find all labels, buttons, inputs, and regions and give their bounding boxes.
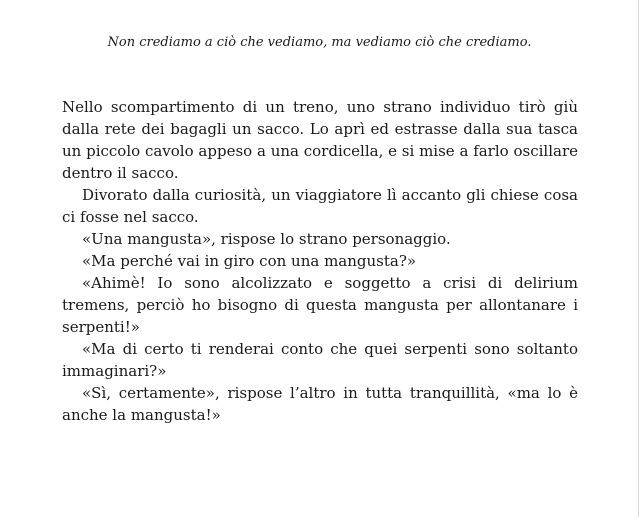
epigraph: Non crediamo a ciò che vediamo, ma vediamo ciò che crediamo. (107, 35, 532, 50)
paragraph: «Ahimè! Io sono alcolizzato e soggetto a crisi di delirium tremens, perciò ho bisogno di questa mangusta per allontanare i serpenti!» (62, 274, 578, 336)
paragraph: «Ma perché vai in giro con una mangusta?» (82, 252, 417, 270)
paragraph: «Ma di certo ti renderai conto che quei serpenti sono soltanto immaginari?» (62, 340, 578, 380)
paragraph: «Una mangusta», rispose lo strano personaggio. (82, 230, 451, 248)
paragraph: Divorato dalla curiosità, un viaggiatore lì accanto gli chiese cosa ci fosse nel sacco. (62, 186, 578, 226)
story-text (62, 96, 578, 426)
paragraph: «Sì, certamente», rispose l’altro in tutta tranquillità, «ma lo è anche la mangusta!» (62, 384, 578, 424)
paragraph: Nello scompartimento di un treno, uno strano individuo tirò giù dalla rete dei bagagli un sacco. Lo aprì ed estrasse dalla sua tasca un piccolo cavolo appeso a una cordicella, e si mise a farlo oscillare dentro il sacco. (62, 98, 578, 182)
